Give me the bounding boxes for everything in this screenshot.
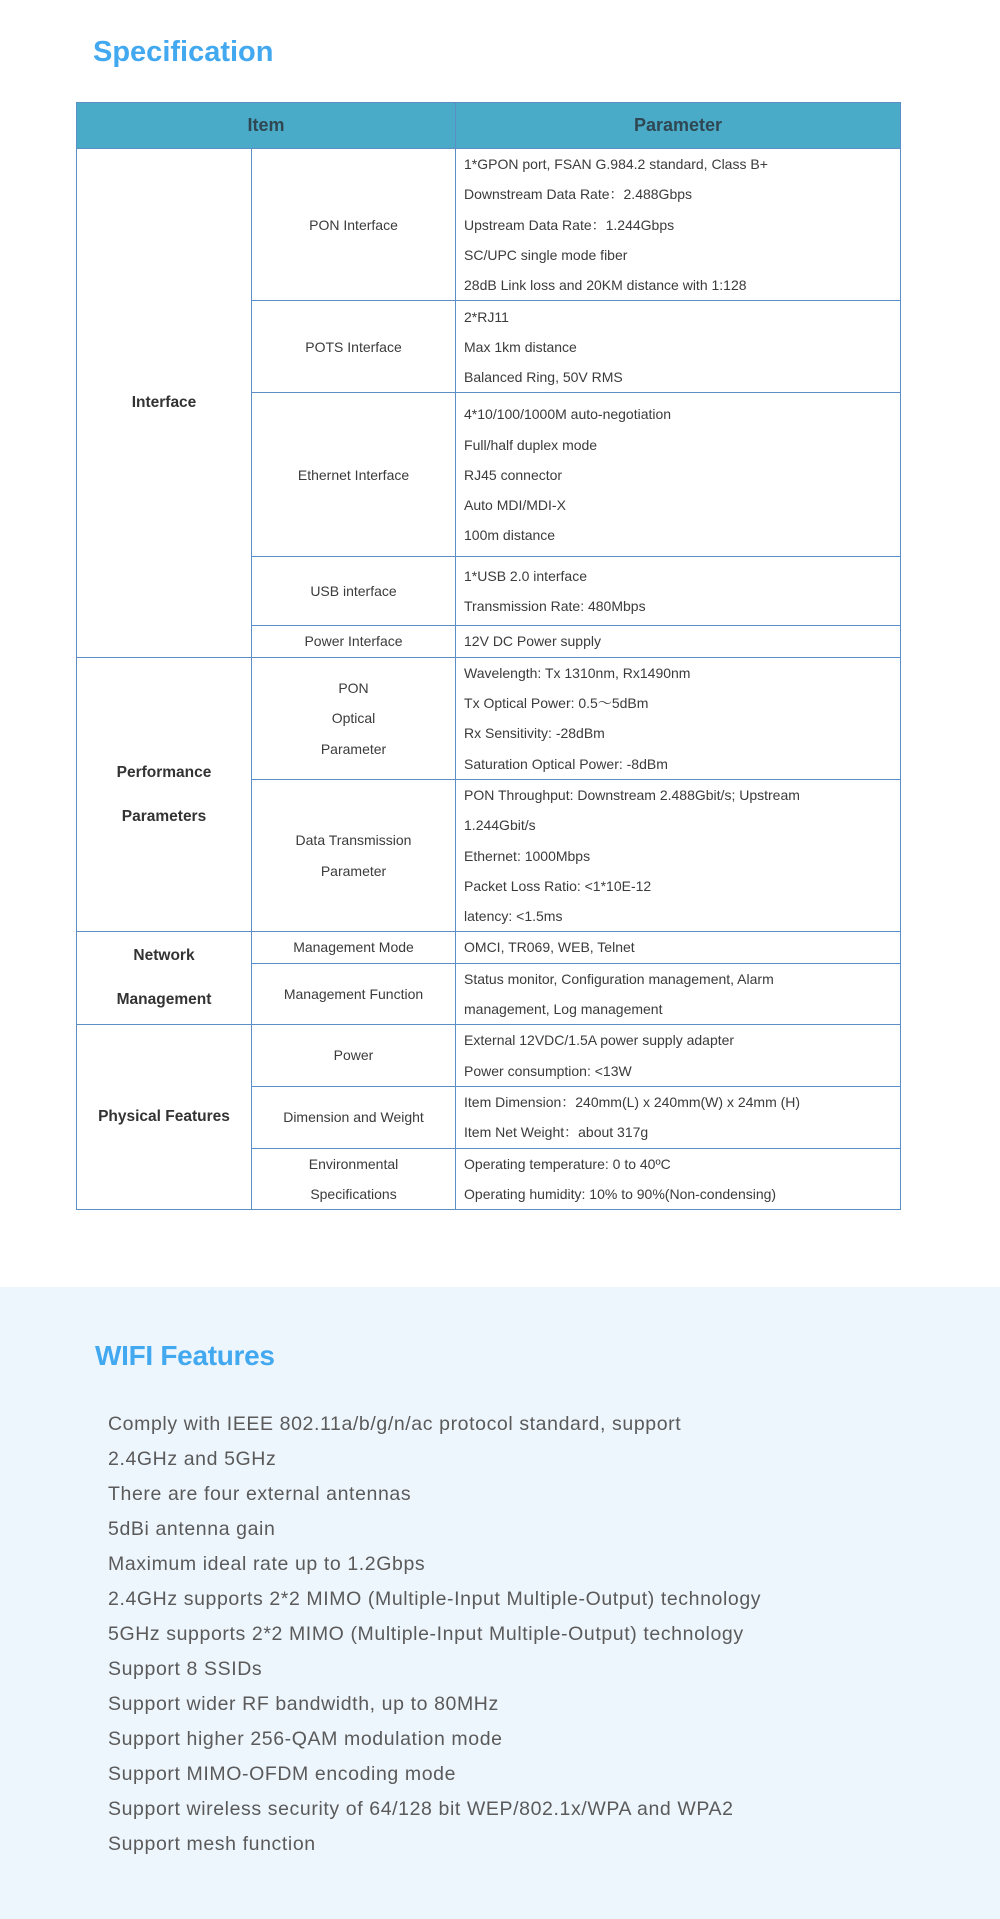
item-pon-interface: PON Interface (252, 149, 456, 301)
list-item: Support 8 SSIDs (108, 1658, 263, 1680)
header-parameter: Parameter (456, 103, 901, 149)
category-physical-features: Physical Features (77, 1025, 252, 1210)
header-item: Item (77, 103, 456, 149)
specification-title: Specification (93, 36, 274, 68)
list-item: 5dBi antenna gain (108, 1518, 276, 1540)
category-network-management: Network Management (77, 932, 252, 1025)
list-item: Support wider RF bandwidth, up to 80MHz (108, 1693, 499, 1715)
param-environmental-specifications: Operating temperature: 0 to 40ºC Operating humidity: 10% to 90%(Non-condensing) (456, 1148, 901, 1210)
param-ethernet-interface: 4*10/100/1000M auto-negotiation Full/half duplex mode RJ45 connector Auto MDI/MDI-X 100m distance (456, 393, 901, 557)
list-item: Support wireless security of 64/128 bit WEP/802.1x/WPA and WPA2 (108, 1798, 734, 1820)
table-row (77, 657, 901, 779)
category-interface: Interface (77, 149, 252, 658)
item-dimension-and-weight: Dimension and Weight (252, 1086, 456, 1148)
wifi-features-section (0, 1287, 1000, 1919)
item-power: Power (252, 1025, 456, 1087)
item-pots-interface: POTS Interface (252, 301, 456, 393)
table-row (77, 149, 901, 301)
specification-table (76, 102, 901, 1210)
param-power-interface: 12V DC Power supply (456, 626, 901, 657)
param-management-mode: OMCI, TR069, WEB, Telnet (456, 932, 901, 963)
item-management-function: Management Function (252, 963, 456, 1025)
list-item: 2.4GHz and 5GHz (108, 1448, 277, 1470)
item-pon-optical-parameter: PON Optical Parameter (252, 657, 456, 779)
category-performance-parameters: Performance Parameters (77, 657, 252, 932)
item-usb-interface: USB interface (252, 557, 456, 626)
param-dimension-and-weight: Item Dimension：240mm(L) x 240mm(W) x 24mm (H) Item Net Weight：about 317g (456, 1086, 901, 1148)
param-pon-optical: Wavelength: Tx 1310nm, Rx1490nm Tx Optical Power: 0.5～5dBm Rx Sensitivity: -28dBm Saturation Optical Power: -8dBm (456, 657, 901, 779)
param-pots-interface: 2*RJ11 Max 1km distance Balanced Ring, 50V RMS (456, 301, 901, 393)
item-power-interface: Power Interface (252, 626, 456, 657)
list-item: Comply with IEEE 802.11a/b/g/n/ac protocol standard, support (108, 1413, 682, 1435)
list-item: Support higher 256-QAM modulation mode (108, 1728, 503, 1750)
table-row (77, 932, 901, 963)
table-row (77, 1025, 901, 1087)
list-item: 2.4GHz supports 2*2 MIMO (Multiple-Input Multiple-Output) technology (108, 1588, 762, 1610)
list-item: Support MIMO-OFDM encoding mode (108, 1763, 457, 1785)
list-item: Maximum ideal rate up to 1.2Gbps (108, 1553, 426, 1575)
param-data-transmission: PON Throughput: Downstream 2.488Gbit/s; Upstream 1.244Gbit/s Ethernet: 1000Mbps Packet Loss Ratio: <1*10E-12 latency: <1.5ms (456, 779, 901, 931)
item-data-transmission-parameter: Data Transmission Parameter (252, 779, 456, 931)
item-environmental-specifications: Environmental Specifications (252, 1148, 456, 1210)
param-management-function: Status monitor, Configuration management, Alarm management, Log management (456, 963, 901, 1025)
list-item: 5GHz supports 2*2 MIMO (Multiple-Input Multiple-Output) technology (108, 1623, 744, 1645)
list-item: There are four external antennas (108, 1483, 412, 1505)
list-item: Support mesh function (108, 1833, 316, 1855)
table-header-row (77, 103, 901, 149)
item-ethernet-interface: Ethernet Interface (252, 393, 456, 557)
param-pon-interface: 1*GPON port, FSAN G.984.2 standard, Class B+ Downstream Data Rate：2.488Gbps Upstream Data Rate：1.244Gbps SC/UPC single mode fiber 28dB Link loss and 20KM distance with 1:128 (456, 149, 901, 301)
wifi-features-list (108, 1407, 761, 1862)
param-usb-interface: 1*USB 2.0 interface Transmission Rate: 480Mbps (456, 557, 901, 626)
wifi-features-title: WIFI Features (95, 1340, 275, 1371)
item-management-mode: Management Mode (252, 932, 456, 963)
param-power: External 12VDC/1.5A power supply adapter Power consumption: <13W (456, 1025, 901, 1087)
